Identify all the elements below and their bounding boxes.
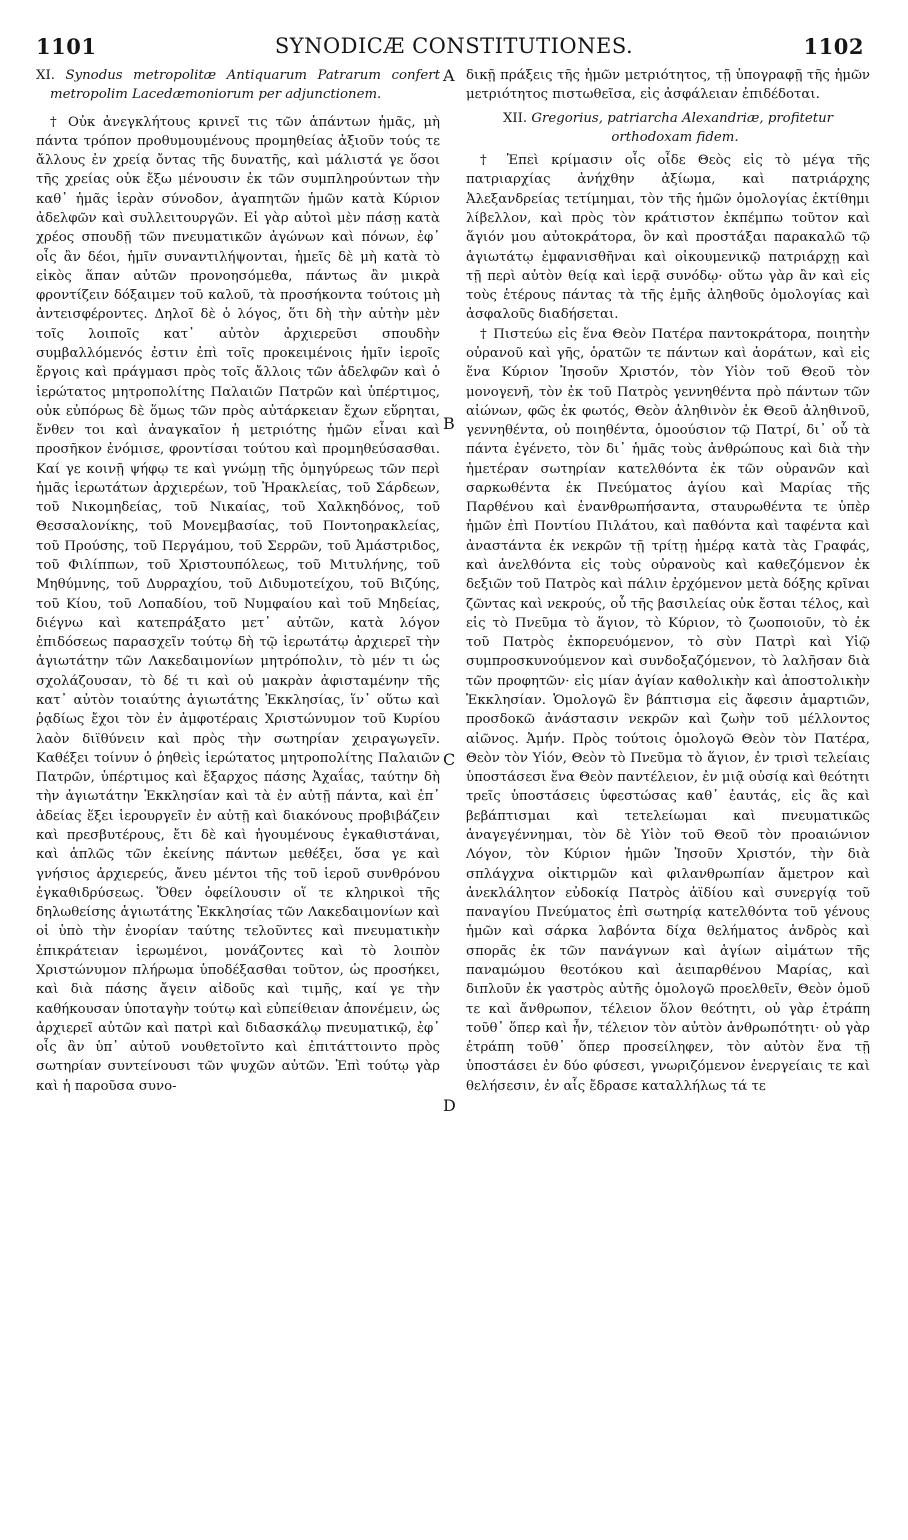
section-title: Synodus metropolitæ Antiquarum Patrarum confert metropolim Lacedæmoniorum per adjunctionem. [50,68,441,103]
body-paragraph: † Ἐπεὶ κρίμασιν οἷς οἶδε Θεὸς εἰς τὸ μέγα τῆς πατριαρχίας ἀνήχθην ἀξίωμα, καὶ πατριάρχης Ἀλεξανδρείας τετίμημαι, τὸν τῆς ἡμῶν ὁμολογίας ἐκτίθημι λίβελλον, καὶ πρὸς τὸν κράτιστον ἐκπέμπω τοῦτον καὶ ἅγιόν μου αὐτοκράτορα, ὃν καὶ προστάξαι παρακαλῶ τῷ ἁγιωτάτῳ ἐμφανισθῆναι καὶ οἰκουμενικῷ πατριάρχῃ καὶ τῇ περὶ αὐτὸν θείᾳ καὶ ἱερᾷ συνόδῳ· οὕτω γὰρ ἂν καὶ εἰς τοὺς ἑτέρους πάντας τὰ τῆς ἐμῆς ἀληθοῦς ὁμολογίας καὶ ἀσφαλοῦς διαδήσεται. [466,153,870,323]
section-number: XI. [36,68,55,83]
section-title: Gregorius, patriarcha Alexandriæ, profitetur orthodoxam fidem. [531,110,834,145]
right-column [466,66,870,1096]
page-number-right: 1102 [803,34,864,59]
margin-marker-d: D [443,1096,456,1115]
body-text-continuation: δικῇ πράξεις τῆς ἡμῶν μετριότητος, τῇ ὑπογραφῇ τῆς ἡμῶν μετριότητος πιστωθεῖσα, εἰς ἀσφάλειαν ἐπιδέδοται. [466,68,870,103]
body-paragraph: † Πιστεύω εἰς ἕνα Θεὸν Πατέρα παντοκράτορα, ποιητὴν οὐρανοῦ καὶ γῆς, ὁρατῶν τε πάντων καὶ ἀοράτων, καὶ εἰς ἕνα Κύριον Ἰησοῦν Χριστόν, τὸν Υἱὸν τοῦ Θεοῦ τὸν μονογενῆ, τὸν ἐκ τοῦ Πατρὸς γεννηθέντα πρὸ πάντων τῶν αἰώνων, φῶς ἐκ φωτός, Θεὸν ἀληθινὸν ἐκ Θεοῦ ἀληθινοῦ, γεννηθέντα, οὐ ποιηθέντα, ὁμοούσιον τῷ Πατρί, δι᾽ οὗ τὰ πάντα ἐγένετο, τὸν δι᾽ ἡμᾶς τοὺς ἀνθρώπους καὶ διὰ τὴν ἡμετέραν σωτηρίαν κατελθόντα ἐκ τῶν οὐρανῶν καὶ σαρκωθέντα ἐκ Πνεύματος ἁγίου καὶ Μαρίας τῆς Παρθένου καὶ ἐνανθρωπήσαντα, σταυρωθέντα τε ὑπὲρ ἡμῶν ἐπὶ Ποντίου Πιλάτου, καὶ παθόντα καὶ ταφέντα καὶ ἀναστάντα ἐκ νεκρῶν τῇ τρίτῃ ἡμέρᾳ κατὰ τὰς Γραφάς, καὶ ἀνελθόντα εἰς τοὺς οὐρανοὺς καὶ καθεζόμενον ἐκ δεξιῶν τοῦ Πατρὸς καὶ πάλιν ἐρχόμενον μετὰ δόξης κρῖναι ζῶντας καὶ νεκρούς, οὗ τῆς βασιλείας οὐκ ἔσται τέλος, καὶ εἰς τὸ Πνεῦμα τὸ ἅγιον, τὸ Κύριον, τὸ ζωοποιοῦν, τὸ ἐκ τοῦ Πατρὸς ἐκπορευόμενον, τὸ σὺν Πατρὶ καὶ Υἱῷ συμπροσκυνούμενον καὶ συνδοξαζόμενον, τὸ λαλῆσαν διὰ τῶν προφητῶν· εἰς μίαν ἁγίαν καθολικὴν καὶ ἀποστολικὴν Ἐκκλησίαν. Ὁμολογῶ ἓν βάπτισμα εἰς ἄφεσιν ἁμαρτιῶν, προσδοκῶ ἀνάστασιν νεκρῶν καὶ ζωὴν τοῦ μέλλοντος αἰῶνος. Ἀμήν. Πρὸς τούτοις ὁμολογῶ Θεὸν τὸν Πατέρα, Θεὸν τὸν Υἱόν, Θεὸν τὸ Πνεῦμα τὸ ἅγιον, ἐν τρισὶ τελείαις ὑποστάσεσι ἕνα Θεὸν παντέλειον, ἐν μιᾷ οὐσίᾳ καὶ θεότητι τρεῖς ὑποστάσεις ὑφεστώσας καθ᾽ ἑαυτάς, εἰς ἃς καὶ βεβάπτισμαι καὶ τετελείωμαι καὶ πνευματικῶς ἀναγεγέννημαι, τὸν δὲ Υἱὸν τοῦ Θεοῦ τὸν προαιώνιον Λόγον, τὸν Κύριον ἡμῶν Ἰησοῦν Χριστόν, τὴν διὰ σπλάγχνα οἰκτιρμῶν καὶ φιλανθρωπίαν ἄμετρον καὶ ἀνεκλάλητον εὐδοκίᾳ Πατρὸς ἀϊδίου καὶ συνεργίᾳ τοῦ παναγίου Πνεύματος ἐπὶ σωτηρίᾳ κατελθόντα τοῦ γένους ἡμῶν καὶ σάρκα λαβόντα δίχα θελήματος ἀνδρὸς καὶ σπορᾶς ἐκ τῶν πανάγνων καὶ ἁγίων αἱμάτων τῆς παναμώμου θεοτόκου καὶ ἀειπαρθένου Μαρίας, καὶ διπλοῦν ἐκ γαστρὸς αὐτῆς ὁμολογῶ προελθεῖν, Θεὸν ὁμοῦ τε καὶ ἄνθρωπον, τέλειον ὅλον θεότητι, οὐ γὰρ ἐτράπη τοῦθ᾽ ὅπερ καὶ ἦν, τέλειον τὸν αὐτὸν ἀνθρωπότητι· οὐ γὰρ ἐτράπη τοῦθ᾽ ὅπερ προσείληφεν, τὸν αὐτὸν ἕνα τῇ ὑποστάσει ἐν δύο φύσεσι, γνωριζόμενον ἐνεργείαις τε καὶ θελήσεσιν, ἐν αἷς ἔδρασε καταλλήλως τά τε [466,326,870,1094]
section-heading-xi [36,66,440,105]
margin-marker-a: A [443,66,455,85]
running-header [0,30,908,64]
section-heading-xii [466,109,870,148]
section-number: XII. [502,110,528,126]
body-text: † Οὐκ ἀνεγκλήτους κρινεῖ τις τῶν ἁπάντων ἡμᾶς, μὴ πάντα τρόπον προθυμουμένους προμηθείας ἀξιοῦν τούς τε ἄλλους ἐν χρείᾳ ὄντας τῆς δυνατῆς, καὶ μάλιστά γε ὅσοι τῆς χρείας οὐκ ἔξω μένουσιν ἐκ τῶν συμπληρούντων τὴν καθ᾽ ἡμᾶς ἱερὰν σύνοδον, ἀγαπητῶν ἡμῶν κατὰ Κύριον ἀδελφῶν καὶ συλλειτουργῶν. Εἰ γὰρ αὐτοὶ μὲν πάσῃ κατὰ χρέος σπουδῇ τῶν πνευματικῶν ἀγώνων καὶ πόνων, ἐφ᾽ οἷς ἂν δέοι, ἡμῖν συναντιλήψονται, ἡμεῖς δὲ μὴ κατὰ τὸ εἰκὸς ἅπαν αὐτῶν προνοησόμεθα, πάντως ἂν μικρὰ φροντίζειν δόξαιμεν τοῦ καλοῦ, τὰ προσήκοντα τούτοις μὴ ἀντεισφέροντες. Δηλοῖ δὲ ὁ λόγος, ὅτι δὴ τὴν αὐτὴν μὲν τοῖς λοιποῖς κατ᾽ αὐτὸν ἀρχιερεῦσι σπουδὴν συμβαλλόμενός ἐστιν ἐπὶ τοῖς προκειμένοις ἡμῖν ἱεροῖς ἔργοις καὶ πράγμασι πρὸς τοῖς ἄλλοις τῶν ἀδελφῶν καὶ ὁ ἱερώτατος μητροπολίτης Παλαιῶν Πατρῶν καὶ ὑπέρτιμος, οὐκ εὐπόρως δὲ ὅμως τῶν πρὸς αὐτάρκειαν ἔχων εὕρηται, ἔνθεν τοι καὶ ἀναγκαῖον ἡ μετριότης ἡμῶν εἶναι καὶ προσῆκον ἐνόμισε, φροντίσαι τούτου καὶ προμηθεύσασθαι. Καί γε κοινῇ ψήφῳ τε καὶ γνώμῃ τῆς ὁμηγύρεως τῶν περὶ ἡμᾶς ἱερωτάτων ἀρχιερέων, τοῦ Ἡρακλείας, τοῦ Σάρδεων, τοῦ Νικομηδείας, τοῦ Νικαίας, τοῦ Χαλκηδόνος, τοῦ Θεσσαλονίκης, τοῦ Μονεμβασίας, τοῦ Ποντοηρακλείας, τοῦ Προύσης, τοῦ Περγάμου, τοῦ Σερρῶν, τοῦ Ἀμάστριδος, τοῦ Φιλίππων, τοῦ Χριστουπόλεως, τοῦ Μιτυλήνης, τοῦ Μηθύμνης, τοῦ Δυρραχίου, τοῦ Διδυμοτείχου, τοῦ Βιζύης, τοῦ Κίου, τοῦ Λοπαδίου, τοῦ Νυμφαίου καὶ τοῦ Μηδείας, διέγνω καὶ κατεπράξατο μετ᾽ αὐτῶν, κατὰ λόγον ἐπιδόσεως παρασχεῖν τούτῳ δὴ τῷ ἱερωτάτῳ ἀρχιερεῖ τὴν ἁγιωτάτην τῶν Λακεδαιμονίων μητρόπολιν, τὸ μέν τι ὡς σχολάζουσαν, τὸ δέ τι καὶ οὐ μακρὰν ἀφισταμένην τῆς κατ᾽ αὐτὸν τοιαύτης ἁγιωτάτης Ἐκκλησίας, ἵν᾽ οὕτω καὶ ῥᾳδίως ἔχοι τὸν ἐν ἀμφοτέραις Χριστώνυμον τοῦ Κυρίου λαὸν διϊθύνειν καὶ πρὸς τὴν σωτηρίαν χειραγωγεῖν. Καθέξει τοίνυν ὁ ῥηθεὶς ἱερώτατος μητροπολίτης Παλαιῶν Πατρῶν, ὑπέρτιμος καὶ ἔξαρχος πάσης Ἀχαΐας, ταύτην δὴ τὴν ἁγιωτάτην Ἐκκλησίαν καὶ τὰ ἐν αὐτῇ πάντα, καὶ ἐπ᾽ ἀδείας ἕξει ἱερουργεῖν ἐν αὐτῇ καὶ διακόνους προβιβάζειν καὶ πρεσβυτέρους, ἔτι δὲ καὶ ἡγουμένους ἐγκαθιστάναι, καὶ ἁπλῶς τῶν ἐκείνης πάντων μεθέξει, ὅσα γε καὶ γνήσιος ἀρχιερεύς, ἄνευ μέντοι τῆς τοῦ ἱεροῦ συνθρόνου ἐγκαθιδρύσεως. Ὅθεν ὀφείλουσιν οἵ τε κληρικοὶ τῆς δηλωθείσης ἁγιωτάτης Ἐκκλησίας τῶν Λακεδαιμονίων καὶ οἱ ὑπὸ τὴν ἐνορίαν ταύτης τελοῦντες καὶ πνευματικὴν ἐπικράτειαν ἱερωμένοι, μονάζοντες καὶ τὸ λοιπὸν Χριστώνυμον πλήρωμα ὑποδέξασθαι τοῦτον, ὡς προσήκει, καὶ διὰ πάσης ἄγειν αἰδοῦς καὶ τιμῆς, καί γε τὴν καθήκουσαν ὑποταγὴν τούτῳ καὶ εὐπείθειαν ἀπονέμειν, ὡς ἀρχιερεῖ αὐτῶν καὶ πατρὶ καὶ διδασκάλῳ πνευματικῷ, ἐφ᾽ οἷς ἂν ὑπ᾽ αὐτοῦ νουθετοῖντο καὶ ἐπιτάττοιντο πρὸς σωτηρίαν συντείνουσι τῶν ψυχῶν αὐτῶν. Ἐπὶ τούτῳ γὰρ καὶ ἡ παροῦσα συνο- [36,114,440,1094]
margin-marker-c: C [443,750,456,769]
running-title: SYNODICÆ CONSTITUTIONES. [274,34,634,58]
page-number-left: 1101 [36,34,97,59]
margin-marker-b: B [443,414,455,433]
left-column [36,66,440,1096]
